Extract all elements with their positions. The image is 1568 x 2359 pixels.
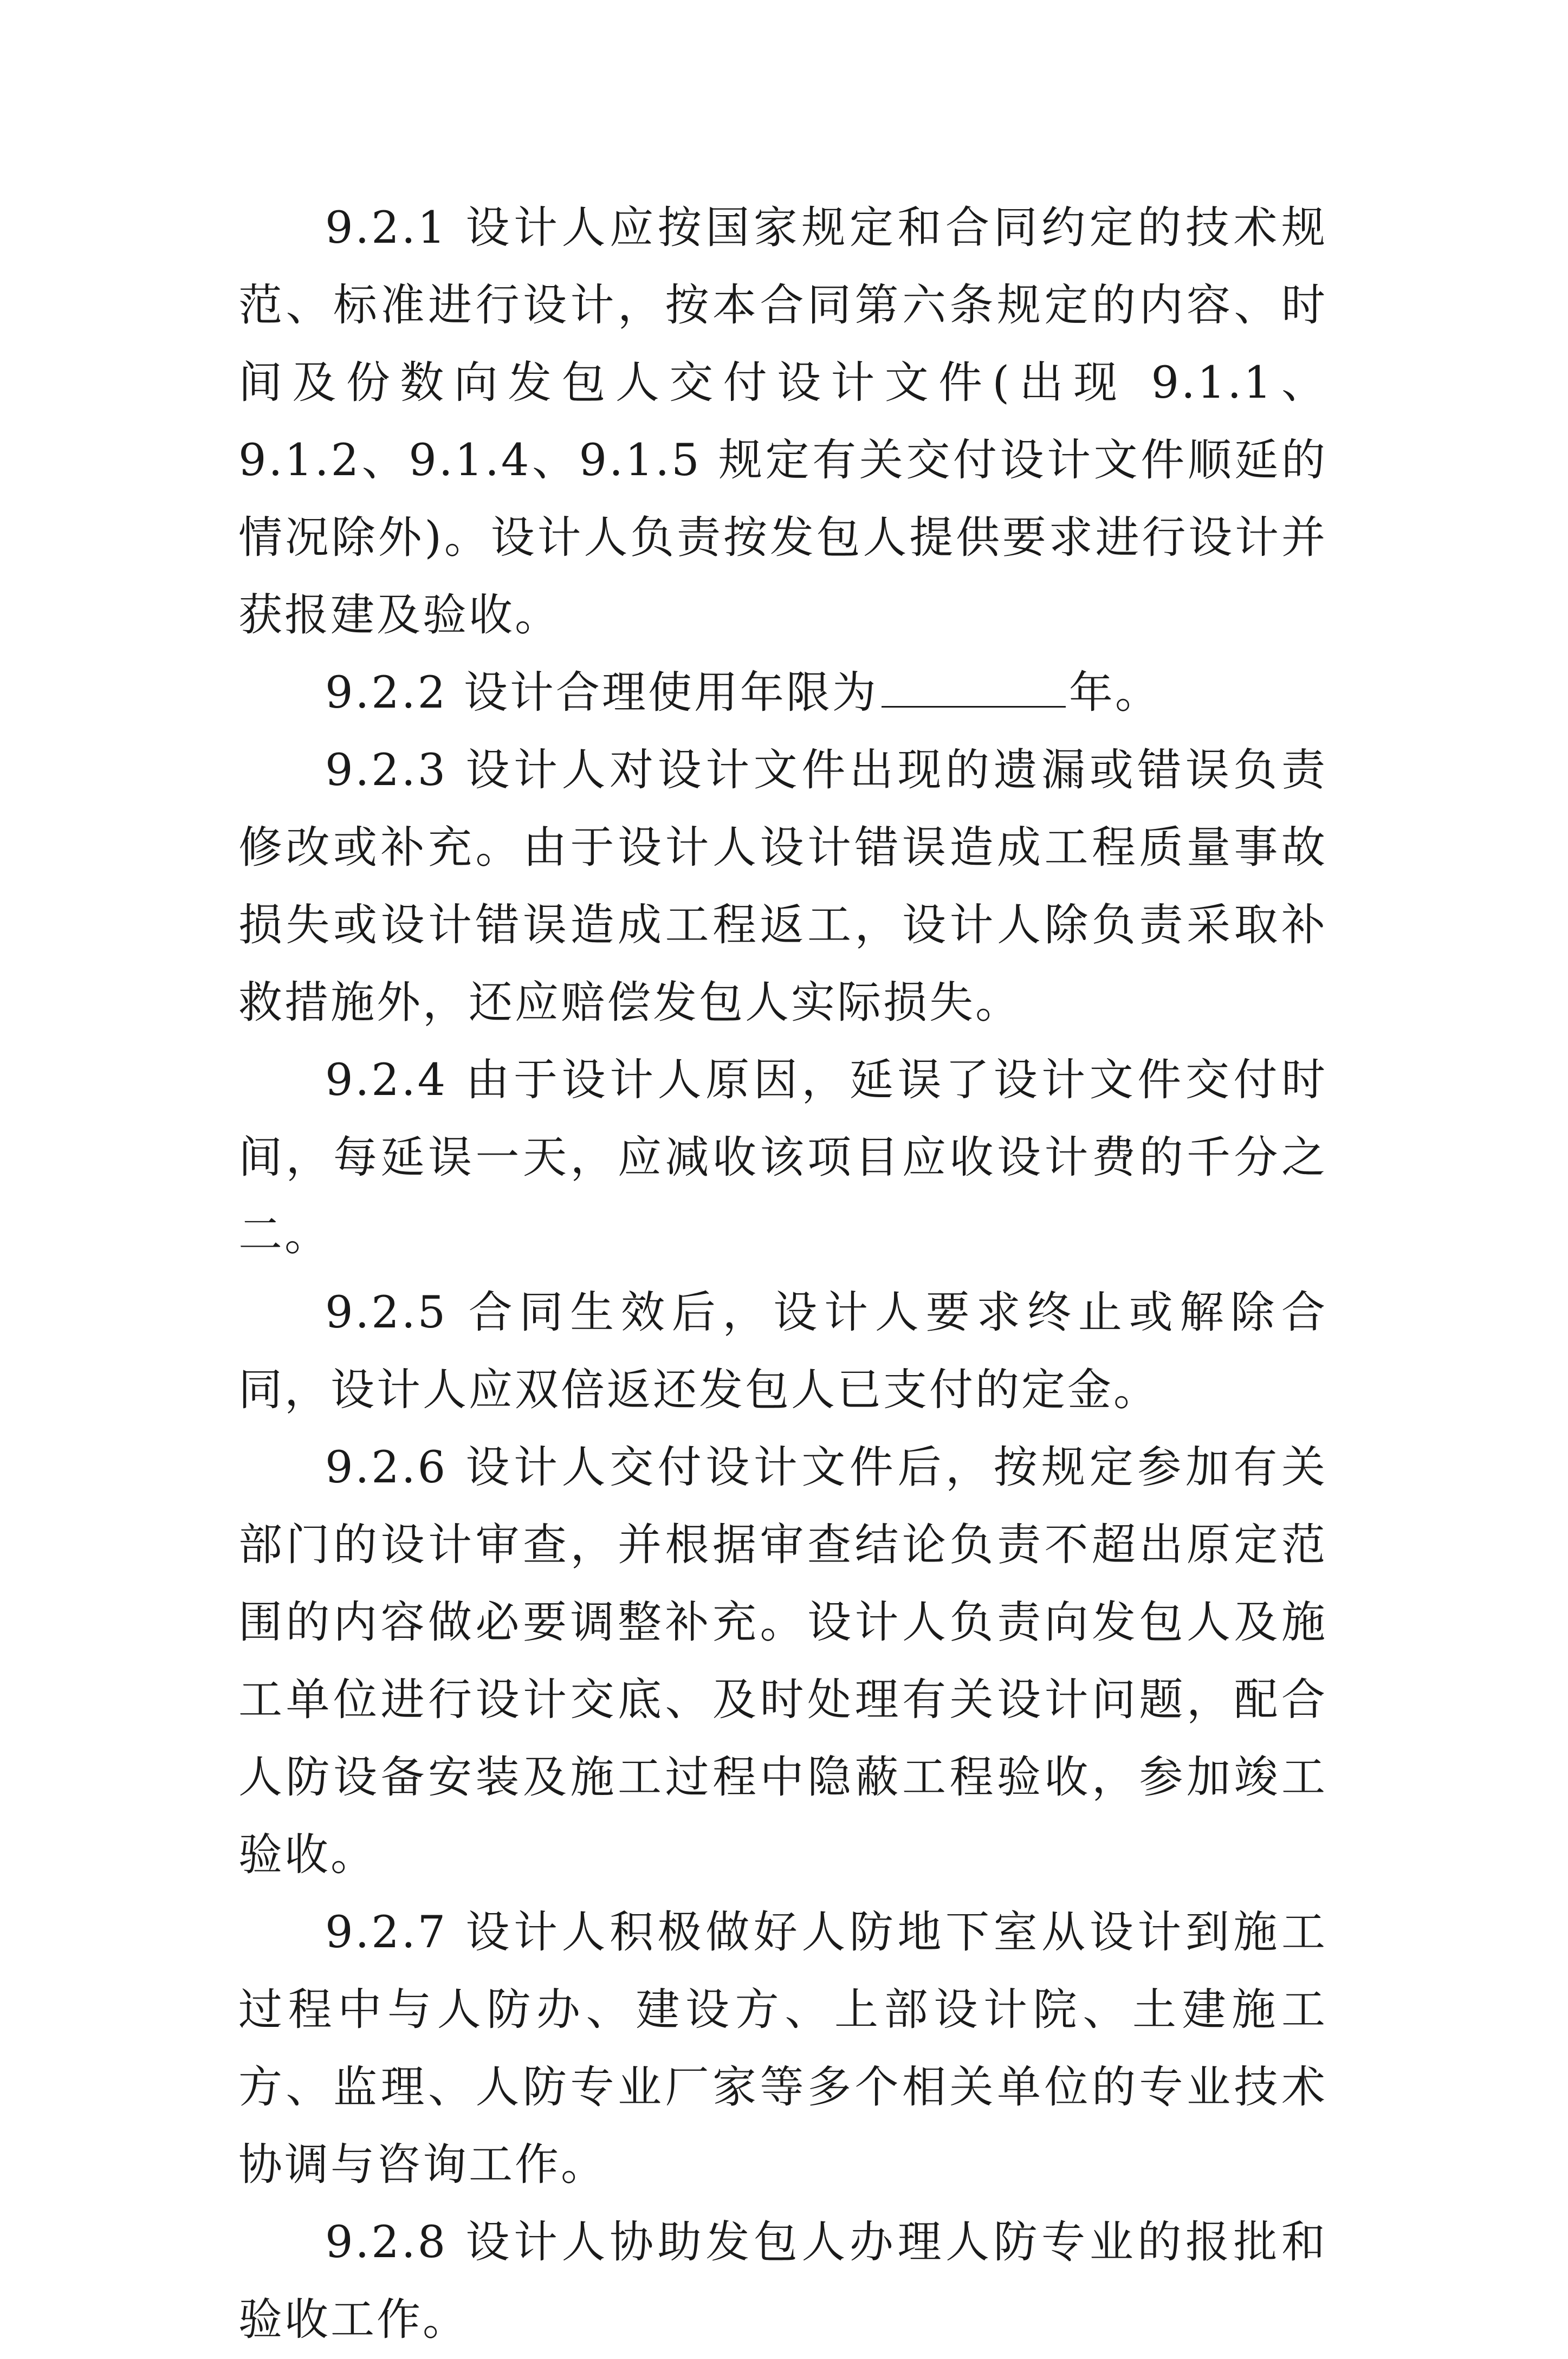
document-body bbox=[238, 190, 1327, 2359]
clause-9-2-2 bbox=[238, 654, 1327, 732]
clause-9-2-3: 9.2.3 设计人对设计文件出现的遗漏或错误负责修改或补充。由于设计人设计错误造成工程质量事故损失或设计错误造成工程返工，设计人除负责采取补救措施外，还应赔偿发包人实际损失。 bbox=[238, 745, 1327, 1028]
service-life-blank bbox=[882, 673, 1066, 708]
clause-9-2-2-text: 9.2.2 设计合理使用年限为 bbox=[325, 667, 878, 718]
clause-9-2-4: 9.2.4 由于设计人原因，延误了设计文件交付时间，每延误一天，应减收该项目应收设计费的千分之二。 bbox=[238, 1055, 1327, 1261]
clause-9-2-2-unit: 年。 bbox=[1068, 667, 1161, 718]
clause-9-2-6: 9.2.6 设计人交付设计文件后，按规定参加有关部门的设计审查，并根据审查结论负责不超出原定范围的内容做必要调整补充。设计人负责向发包人及施工单位进行设计交底、及时处理有关设计问题，配合人防设备安装及施工过程中隐蔽工程验收，参加竣工验收。 bbox=[238, 1442, 1327, 1881]
clause-9-2-1: 9.2.1 设计人应按国家规定和合同约定的技术规范、标准进行设计，按本合同第六条规定的内容、时间及份数向发包人交付设计文件(出现 9.1.1、9.1.2、9.1.4、9.1.5 规定有关交付设计文件顺延的情况除外)。设计人负责按发包人提供要求进行设计并获报建及验收。 bbox=[238, 203, 1327, 641]
clause-9-2-7: 9.2.7 设计人积极做好人防地下室从设计到施工过程中与人防办、建设方、上部设计院、土建施工方、监理、人防专业厂家等多个相关单位的专业技术协调与咨询工作。 bbox=[238, 1907, 1327, 2190]
clause-9-2-5: 9.2.5 合同生效后，设计人要求终止或解除合同，设计人应双倍返还发包人已支付的定金。 bbox=[238, 1287, 1327, 1416]
clause-9-2-8: 9.2.8 设计人协助发包人办理人防专业的报批和验收工作。 bbox=[238, 2217, 1327, 2345]
